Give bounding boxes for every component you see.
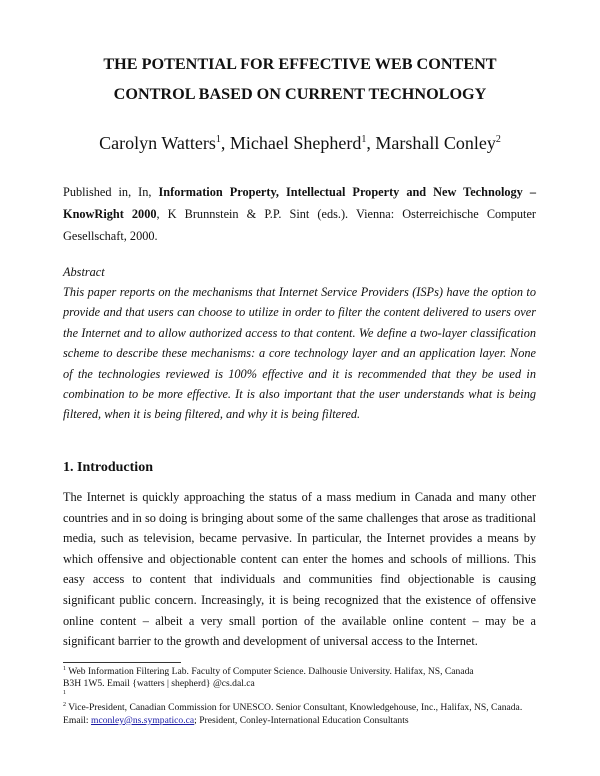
- footnote-blank: [63, 690, 543, 702]
- footnote-1-cont: B3H 1W5. Email {watters | shepherd} @cs.dal.ca: [63, 678, 255, 690]
- section-heading: 1. Introduction: [63, 460, 153, 475]
- author-affiliation-mark: 2: [495, 134, 501, 145]
- footnote-1: [63, 666, 543, 678]
- footnote-2-text: Vice-President, Canadian Commission for UNESCO. Senior Consultant, Knowledgehouse, Inc., Halifax, NS, Canada.: [66, 702, 523, 714]
- paper-title: [40, 49, 560, 109]
- publication-suffix: , K Brunnstein & P.P. Sint (eds.). Vienna: Osterreichische Computer Gesellschaft, 2000.: [63, 207, 536, 243]
- title-line-1: THE POTENTIAL FOR EFFECTIVE WEB CONTENT: [103, 55, 497, 73]
- footnote-divider: [63, 662, 181, 663]
- footnote-mark: 1: [63, 690, 66, 697]
- footnote-1-text: Web Information Filtering Lab. Faculty of Computer Science. Dalhousie University. Halifax, NS, Canada: [66, 666, 474, 677]
- footnotes: [63, 666, 543, 727]
- author-name: Marshall Conley: [375, 133, 496, 153]
- publication-info: [63, 181, 536, 247]
- section-body: The Internet is quickly approaching the status of a mass medium in Canada and many other countries and in so doing is bringing about some of the same challenges that arose as traditional media, such as television, became pervasive. In particular, the Internet provides a means by which offensive and objectionable content can enter the homes and schools of millions. This easy access to content that individuals and communities find objectionable is causing significant public concern. Increasingly, it is being recognized that the existence of offensive online content – albeit a very small portion of the available online content – may be a significant barrier to the growth and development of universal access to the Internet.: [63, 490, 536, 649]
- footnote-2: [63, 702, 543, 714]
- author-affiliation-mark: 1: [361, 134, 367, 145]
- author-affiliation-mark: 1: [215, 134, 221, 145]
- email-label: Email:: [63, 714, 91, 726]
- author-separator: ,: [366, 133, 376, 153]
- footnote-mark: 1: [63, 665, 66, 672]
- author-name: Carolyn Watters: [99, 133, 216, 153]
- publication-prefix: Published in, In,: [63, 185, 159, 199]
- publication-venue: Information Property, Intellectual Property and New Technology – KnowRight 2000: [63, 185, 536, 221]
- abstract-text: This paper reports on the mechanisms that Internet Service Providers (ISPs) have the option to provide and that users can choose to utilize in order to filter the content delivered to users over the Internet and to allow authorized access to that content. We define a two-layer classification scheme to describe these mechanisms: a core technology layer and an application layer. None of the technologies reviewed is 100% effective and it is recommended that they be used in combination to be more effective. It is also important that the user understands what is being filtered, when it is being filtered, and why it is being filtered.: [63, 285, 536, 422]
- footnote-2-tail: ; President, Conley-International Education Consultants: [194, 714, 409, 726]
- author-separator: ,: [220, 133, 230, 153]
- abstract-label: Abstract: [63, 265, 105, 279]
- author-name: Michael Shepherd: [229, 133, 362, 153]
- footnote-2-cont: [63, 715, 543, 727]
- email-link[interactable]: mconley@ns.sympatico.ca: [90, 714, 195, 726]
- footnote-mark: 2: [63, 702, 66, 709]
- author-list: [40, 131, 560, 155]
- title-line-2: CONTROL BASED ON CURRENT TECHNOLOGY: [113, 85, 487, 103]
